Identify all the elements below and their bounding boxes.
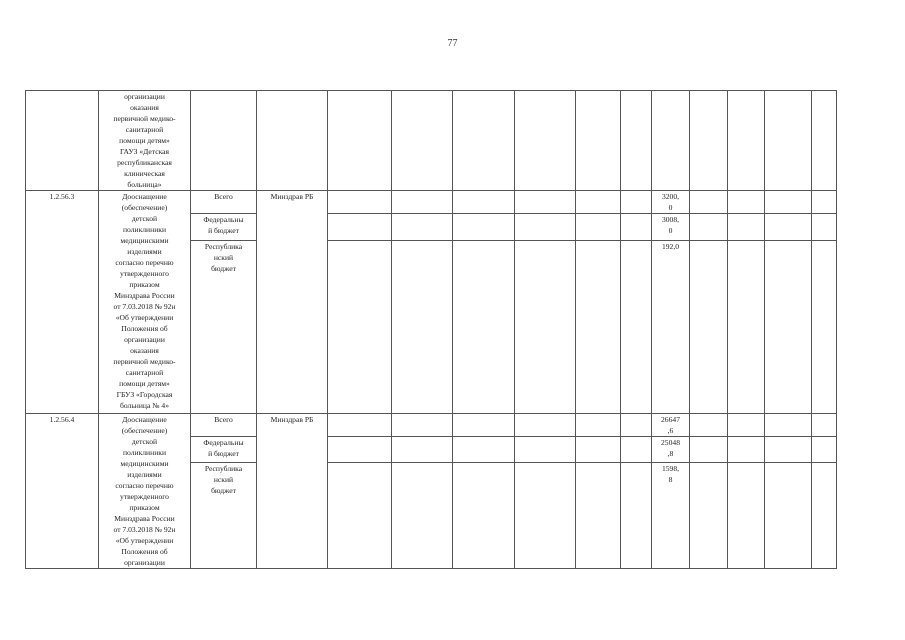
cell-funding-source: Федеральны й бюджет <box>191 437 257 462</box>
cell-amount: 3008, 0 <box>652 214 690 241</box>
table-row-continuation <box>26 91 837 191</box>
cell-amount: 26647 ,6 <box>652 414 690 437</box>
cell-funding-source: Всего <box>191 414 257 437</box>
budget-table <box>25 90 837 569</box>
cell-amount: 1598, 8 <box>652 462 690 568</box>
table-row <box>26 191 837 214</box>
cell-event-name: Дооснащение (обеспечение) детской поликлиники медицинскими изделиями согласно перечню утвержденного приказом Минздрава России от 7.03.2018 № 92н «Об утверждении Положения об организации оказания первичной медико- санитарной помощи детям» ГБУЗ «Городская больница № 4» <box>99 191 191 414</box>
cell-executor: Минздрав РБ <box>257 414 328 569</box>
cell-amount: 3200, 0 <box>652 191 690 214</box>
cell-executor: Минздрав РБ <box>257 191 328 414</box>
table-row <box>26 414 837 437</box>
cell-event-name: организации оказания первичной медико- санитарной помощи детям» ГАУЗ «Детская республиканская клиническая больница» <box>99 91 191 191</box>
cell-event-name: Дооснащение (обеспечение) детской поликлиники медицинскими изделиями согласно перечню утвержденного приказом Минздрава России от 7.03.2018 № 92н «Об утверждении Положения об организации <box>99 414 191 569</box>
cell-code: 1.2.56.4 <box>26 414 99 569</box>
cell-code: 1.2.56.3 <box>26 191 99 414</box>
cell-code <box>26 91 99 191</box>
cell-funding-source: Всего <box>191 191 257 214</box>
cell-amount: 192,0 <box>652 241 690 414</box>
cell-funding-source: Федеральны й бюджет <box>191 214 257 241</box>
cell-amount: 25048 ,8 <box>652 437 690 462</box>
page-number: 77 <box>447 38 458 49</box>
cell-funding-source: Республика нский бюджет <box>191 241 257 414</box>
cell-funding-source: Республика нский бюджет <box>191 462 257 568</box>
